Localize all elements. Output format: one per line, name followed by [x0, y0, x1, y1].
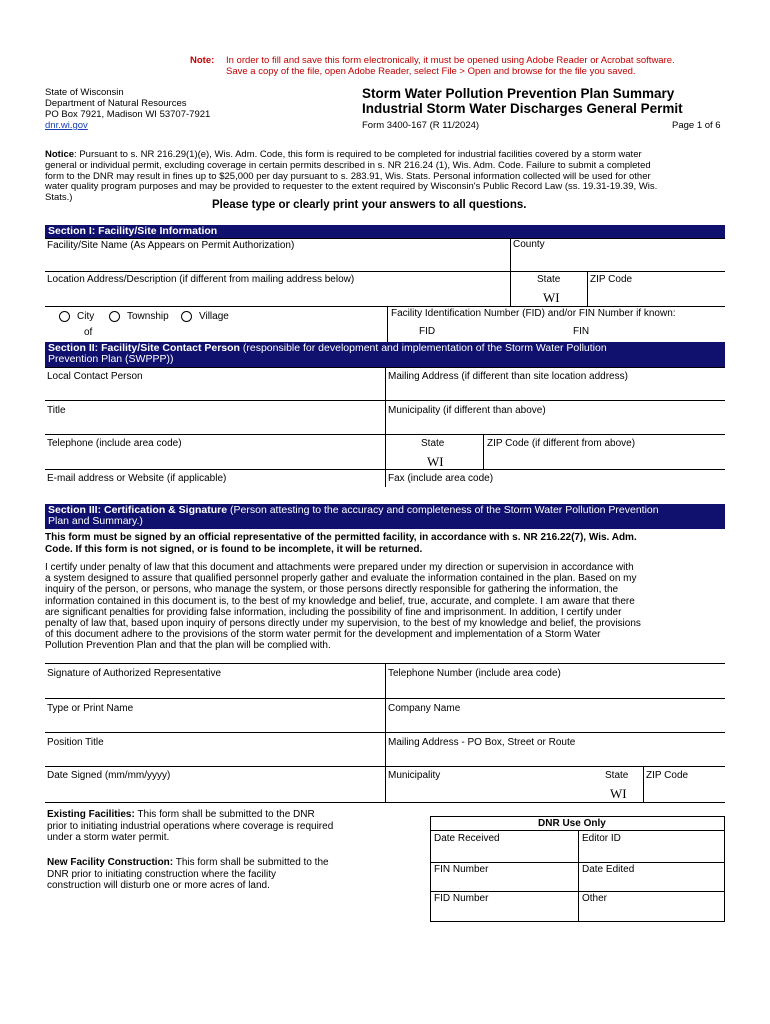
fid-fin-label: Facility Identification Number (FID) and/or FIN Number if known: [391, 308, 676, 319]
notice-line-3: form to the DNR may result in fines up to $25,000 per day pursuant to s. 283.91, Wis. Stats. Personal information collected will be used for other [45, 170, 651, 182]
radio-township-label: Township [127, 311, 169, 322]
date-signed-field[interactable]: Date Signed (mm/mm/yyyy) [47, 770, 171, 781]
section2-state-value: WI [427, 454, 444, 469]
signature-warning: This form must be signed by an official representative of the permitted facility, in accordance with s. NR 216.22(7), Wis. Adm. Code. If this form is not signed, or is found to be incomplete, it will be returned. [45, 532, 637, 555]
section-3-header: Section III: Certification & Signature (Person attesting to the accuracy and completeness of the Storm Water Pollution Prevention Plan and Summary.) [45, 504, 725, 529]
radio-village-label: Village [199, 311, 229, 322]
notice-line-4: water quality program purposes and may be provided to requester to the extent required by Wisconsin's Public Record Law (ss. 19.31-19.39, Wis. [45, 181, 658, 193]
signature-field[interactable]: Signature of Authorized Representative [47, 668, 221, 679]
form-number: Form 3400-167 (R 11/2024) [362, 120, 480, 131]
contact-municipality-field[interactable]: Municipality (if different than above) [388, 405, 546, 416]
agency-website-link[interactable]: dnr.wi.gov [45, 120, 88, 131]
notice-line-5: Stats.) [45, 192, 73, 204]
dnr-use-only-header: DNR Use Only [538, 818, 606, 829]
rep-municipality-field[interactable]: Municipality [388, 770, 441, 781]
section3-state-label: State [605, 770, 629, 781]
section2-zip-field[interactable]: ZIP Code (if different from above) [487, 438, 636, 449]
section-2-header: Section II: Facility/Site Contact Person (responsible for development and implementation of the Storm Water Pollution Prevention Plan (SWPPP)) [45, 342, 725, 367]
note-line-1: In order to fill and save this form electronically, it must be opened using Adobe Reader or Acrobat software. [226, 55, 675, 66]
contact-title-field[interactable]: Title [47, 405, 66, 416]
notice-line-1: : Pursuant to s. NR 216.29(1)(e), Wis. Adm. Code, this form is required to be completed for industrial facilities covered by a storm water [74, 149, 642, 160]
position-title-field[interactable]: Position Title [47, 737, 104, 748]
dnr-fid-number[interactable]: FID Number [434, 893, 489, 904]
notice-paragraph [45, 150, 735, 204]
contact-fax-field[interactable]: Fax (include area code) [388, 473, 494, 484]
contact-mailing-address-field[interactable]: Mailing Address (if different than site location address) [388, 371, 628, 382]
notice-line-2: general or individual permit, excluding coverage in certain permits described in s. NR 216.24 (1), Wis. Adm. Code. Failure to submit a completed [45, 159, 651, 171]
agency-state: State of Wisconsin [45, 87, 124, 98]
note-line-2: Save a copy of the file, open Adobe Reader, select File > Open and browse for the file you saved. [226, 66, 636, 77]
print-name-field[interactable]: Type or Print Name [47, 703, 134, 714]
municipality-of-label: of [84, 327, 93, 338]
section1-state-value: WI [543, 290, 560, 305]
form-title-line-2: Industrial Storm Water Discharges General Permit [362, 101, 683, 116]
agency-address: PO Box 7921, Madison WI 53707-7921 [45, 109, 211, 120]
section1-zip-field[interactable]: ZIP Code [590, 274, 633, 285]
dnr-other[interactable]: Other [582, 893, 608, 904]
radio-city-label: City [77, 311, 95, 322]
section1-state-label: State [537, 274, 561, 285]
certification-statement: I certify under penalty of law that this document and attachments were prepared under my direction or supervision in accordance with a system designed to assure that qualified personnel properly gather and evaluate the information contained in the plan. Based on my inquiry of the person, or persons, who manage the system, or those persons directly responsible for gathering the information, the information contained in this document is, to the best of my knowledge and belief, true, accurate, and complete. I am aware that there are significant penalties for providing false information, including the possibility of fine and imprisonment. In addition, I certify under penalty of law that, based upon inquiry of persons directly under my supervision, to the best of my knowledge and belief, the provisions of this document adhere to the provisions of the storm water permit for the development and implementation of a Storm Water Pollution Prevention Plan and that the plan will be complied with. [45, 562, 641, 652]
section2-state-label: State [421, 438, 445, 449]
existing-facilities-note: Existing Facilities: This form shall be submitted to the DNR prior to initiating industrial operations where coverage is required under a storm water permit. [47, 809, 334, 843]
new-facility-note: New Facility Construction: This form shall be submitted to the DNR prior to initiating construction where the facility construction will disturb one or more acres of land. [47, 857, 329, 891]
fin-field[interactable]: FIN [573, 326, 590, 337]
notice-label: Notice [45, 149, 75, 160]
fid-field[interactable]: FID [419, 326, 436, 337]
dnr-date-edited[interactable]: Date Edited [582, 864, 635, 875]
location-address-field[interactable]: Location Address/Description (if different from mailing address below) [47, 274, 355, 285]
section3-state-value: WI [610, 786, 627, 801]
local-contact-field[interactable]: Local Contact Person [47, 371, 143, 382]
dnr-date-received[interactable]: Date Received [434, 833, 500, 844]
radio-village[interactable] [181, 311, 192, 322]
dnr-editor-id[interactable]: Editor ID [582, 833, 621, 844]
county-field[interactable]: County [513, 239, 545, 250]
note-label: Note: [190, 55, 215, 66]
page-number: Page 1 of 6 [672, 120, 721, 131]
rep-telephone-field[interactable]: Telephone Number (include area code) [388, 668, 561, 679]
dnr-fin-number[interactable]: FIN Number [434, 864, 489, 875]
agency-department: Department of Natural Resources [45, 98, 187, 109]
rep-mailing-address-field[interactable]: Mailing Address - PO Box, Street or Route [388, 737, 576, 748]
contact-telephone-field[interactable]: Telephone (include area code) [47, 438, 182, 449]
form-title-line-1: Storm Water Pollution Prevention Plan Summary [362, 86, 675, 101]
section-1-header: Section I: Facility/Site Information [45, 225, 725, 238]
facility-name-field[interactable]: Facility/Site Name (As Appears on Permit Authorization) [47, 240, 295, 251]
contact-email-field[interactable]: E-mail address or Website (if applicable) [47, 473, 227, 484]
company-name-field[interactable]: Company Name [388, 703, 461, 714]
instruction-text: Please type or clearly print your answers to all questions. [212, 199, 527, 211]
radio-city[interactable] [59, 311, 70, 322]
section3-zip-field[interactable]: ZIP Code [646, 770, 689, 781]
radio-township[interactable] [109, 311, 120, 322]
